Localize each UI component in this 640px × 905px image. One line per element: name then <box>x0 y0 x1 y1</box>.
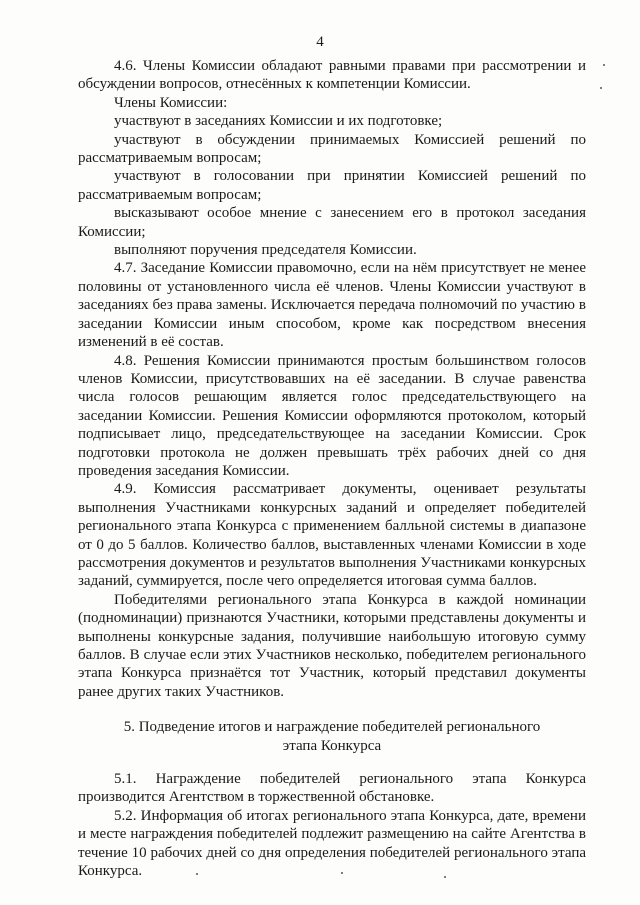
paragraph-4-6: 4.6. Члены Комиссии обладают равными правами при рассмотрении и обсуждении вопросов, отнесённых к компетенции Комиссии. <box>78 58 586 93</box>
paragraph-members-item-4: высказывают особое мнение с занесением его в протокол заседания Комиссии; <box>78 205 586 240</box>
scan-speck <box>196 873 198 875</box>
scan-speck <box>603 64 605 66</box>
paragraph-4-9: 4.9. Комиссия рассматривает документы, оценивает результаты выполнения Участниками конкурсных заданий и определяет победителей регионального этапа Конкурса с применением балльной системы в диапазоне от 0 до 5 баллов. Количество баллов, выставленных членами Комиссии в ходе рассмотрения документов и результатов выполнения Участниками конкурсных заданий, суммируется, после чего определяется итоговая сумма баллов. <box>78 481 586 590</box>
paragraph-4-8: 4.8. Решения Комиссии принимаются простым большинством голосов членов Комиссии, присутствовавших на её заседании. В случае равенства числа голосов решающим является голос председательствующего на заседании Комиссии. Решения Комиссии оформляются протоколом, который подписывает лицо, председательствующее на заседании Комиссии. Срок подготовки протокола не должен превышать трёх рабочих дней со дня проведения заседания Комиссии. <box>78 352 586 479</box>
scan-speck <box>600 87 602 89</box>
paragraph-winners: Победителями регионального этапа Конкурса в каждой номинации (подноминации) признаются Участники, которыми представлены документы и выполнены конкурсные задания, получившие наибольшую итоговую сумму баллов. В случае если этих Участников несколько, победителем регионального этапа Конкурса признаётся тот Участник, который представил документы ранее других таких Участников. <box>78 591 586 700</box>
scan-speck <box>444 876 446 878</box>
page-number: 4 <box>316 34 324 50</box>
paragraph-members-item-5: выполняют поручения председателя Комиссии. <box>114 242 417 259</box>
paragraph-members-item-2: участвуют в обсуждении принимаемых Комиссией решений по рассматриваемым вопросам; <box>78 131 586 167</box>
document-body <box>78 57 586 880</box>
paragraph-members-intro: Члены Комиссии: <box>114 94 228 111</box>
paragraph-5-1: 5.1. Награждение победителей регионального этапа Конкурса производится Агентством в торжественной обстановке. <box>78 771 586 806</box>
section-heading: 5. Подведение итогов и награждение победителей регионального этапа Конкурса <box>123 719 541 754</box>
scan-speck <box>341 872 343 874</box>
paragraph-members-item-1: участвуют в заседаниях Комиссии и их подготовке; <box>114 113 443 130</box>
paragraph-members-item-3: участвуют в голосовании при принятии Комиссией решений по рассматриваемым вопросам; <box>78 168 586 203</box>
paragraph-5-2: 5.2. Информация об итогах регионального этапа Конкурса, дате, времени и месте награждения победителей подлежит размещению на сайте Агентства в течение 10 рабочих дней со дня определения победителей регионального этапа Конкурса. <box>78 807 586 880</box>
paragraph-4-7: 4.7. Заседание Комиссии правомочно, если на нём присутствует не менее половины от установленного числа её членов. Члены Комиссии участвуют в заседаниях без права замены. Исключается передача полномочий по участию в заседании Комиссии иным способом, кроме как посредством внесения изменений в её состав. <box>78 260 586 351</box>
